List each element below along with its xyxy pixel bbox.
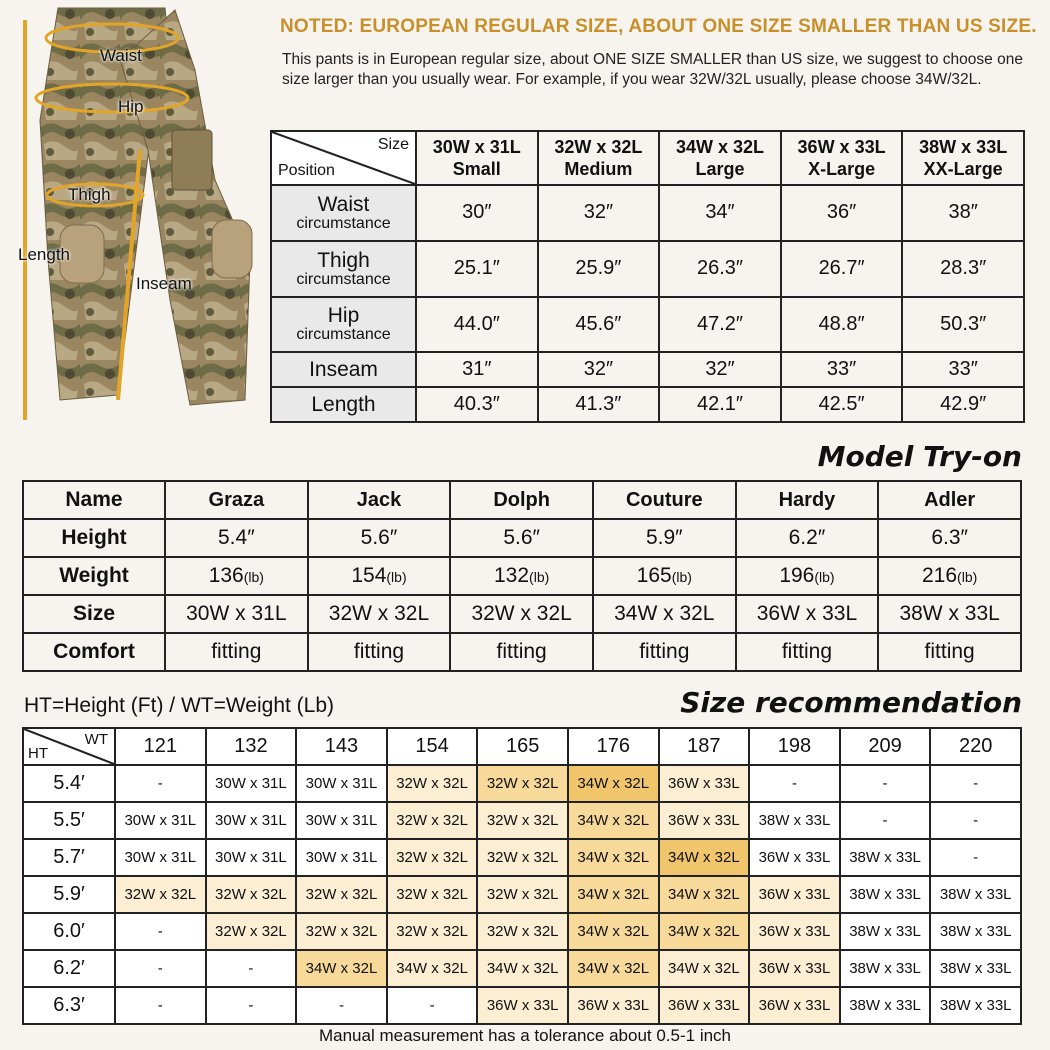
hip-label: Hip — [118, 97, 144, 116]
recommendation-cell: 32W x 32L — [477, 876, 568, 913]
recommendation-cell: 34W x 32L — [659, 950, 750, 987]
size-chart-row-waist — [271, 185, 1024, 241]
weight-header: 165 — [477, 728, 568, 765]
recommendation-cell: 30W x 31L — [206, 802, 297, 839]
row-sublabel: circumstance — [296, 214, 391, 232]
notice-text: This pants is in European regular size, about ONE SIZE SMALLER than US size, we suggest to choose one size larger than you usually wear. For example, if you wear 32W/32L usually, please choose 34W/32L. — [282, 51, 1023, 88]
row-label: Thigh — [317, 248, 370, 272]
recommendation-cell: 30W x 31L — [206, 765, 297, 802]
size-cell: 42.9″ — [902, 387, 1024, 422]
recommendation-cell: - — [840, 765, 931, 802]
corner-wt-label: WT — [84, 731, 108, 748]
recommendation-row — [23, 839, 1021, 876]
recommendation-cell: 38W x 33L — [840, 839, 931, 876]
waist-label: Waist — [100, 46, 142, 65]
size-cell: 45.6″ — [538, 297, 660, 353]
recommendation-cell: 34W x 32L — [568, 913, 659, 950]
column-name: Medium — [564, 159, 633, 179]
model-height: 5.6″ — [450, 519, 593, 557]
size-cell: 41.3″ — [538, 387, 660, 422]
model-name: Couture — [593, 481, 736, 519]
recommendation-cell: 38W x 33L — [749, 802, 840, 839]
size-cell: 36″ — [781, 185, 903, 241]
weight-header: 198 — [749, 728, 840, 765]
model-row-comfort — [23, 633, 1021, 671]
size-cell: 32″ — [538, 352, 660, 387]
recommendation-cell: 38W x 33L — [930, 913, 1021, 950]
recommendation-cell: 36W x 33L — [477, 987, 568, 1024]
model-size: 38W x 33L — [878, 595, 1021, 633]
row-header — [271, 241, 416, 297]
model-weight — [736, 557, 879, 595]
height-header: 6.3′ — [23, 987, 115, 1024]
recommendation-cell: - — [930, 802, 1021, 839]
row-header — [271, 387, 416, 422]
recommendation-cell: 36W x 33L — [659, 765, 750, 802]
corner-position-label: Position — [278, 162, 335, 179]
row-label: Hip — [327, 304, 360, 328]
model-row-name — [23, 481, 1021, 519]
recommendation-cell: 34W x 32L — [568, 839, 659, 876]
model-size: 32W x 32L — [308, 595, 451, 633]
weight-unit: (lb) — [814, 569, 835, 585]
recommendation-cell: 32W x 32L — [477, 913, 568, 950]
height-header: 6.0′ — [23, 913, 115, 950]
weight-header: 220 — [930, 728, 1021, 765]
recommendation-cell: 36W x 33L — [749, 987, 840, 1024]
recommendation-cell: - — [930, 839, 1021, 876]
recommendation-cell: - — [387, 987, 478, 1024]
model-comfort: fitting — [878, 633, 1021, 671]
recommendation-cell: 38W x 33L — [930, 950, 1021, 987]
weight-unit: (lb) — [243, 569, 264, 585]
height-header: 5.7′ — [23, 839, 115, 876]
recommendation-cell: - — [115, 765, 206, 802]
size-cell: 25.9″ — [538, 241, 660, 297]
recommendation-cell: 34W x 32L — [659, 913, 750, 950]
weight-unit: (lb) — [671, 569, 692, 585]
row-header — [271, 185, 416, 241]
recommendation-cell: - — [115, 987, 206, 1024]
row-sublabel: circumstance — [296, 326, 391, 344]
recommendation-cell: 36W x 33L — [659, 802, 750, 839]
ht-wt-legend: HT=Height (Ft) / WT=Weight (Lb) — [24, 694, 335, 717]
model-height: 5.4″ — [165, 519, 308, 557]
column-name: X-Large — [808, 159, 876, 179]
size-cell: 25.1″ — [416, 241, 538, 297]
recommendation-cell: 38W x 33L — [840, 987, 931, 1024]
row-header — [271, 352, 416, 387]
row-label: Waist — [317, 192, 370, 216]
column-size: 30W x 31L — [432, 137, 521, 157]
recommendation-row — [23, 765, 1021, 802]
recommendation-row — [23, 802, 1021, 839]
weight-value: 136 — [208, 564, 244, 587]
recommendation-cell: 34W x 32L — [568, 876, 659, 913]
column-name: Small — [452, 159, 501, 179]
size-chart-header-row — [271, 131, 1024, 185]
recommendation-row — [23, 876, 1021, 913]
recommendation-cell: 30W x 31L — [115, 802, 206, 839]
model-size: 30W x 31L — [165, 595, 308, 633]
size-cell: 26.3″ — [659, 241, 781, 297]
size-column-header — [902, 131, 1024, 185]
recommendation-cell: 36W x 33L — [749, 839, 840, 876]
size-cell: 42.5″ — [781, 387, 903, 422]
recommendation-cell: 32W x 32L — [387, 765, 478, 802]
model-height: 5.9″ — [593, 519, 736, 557]
weight-header: 121 — [115, 728, 206, 765]
height-header: 5.9′ — [23, 876, 115, 913]
corner-ht-label: HT — [28, 745, 48, 762]
recommendation-cell: 34W x 32L — [296, 950, 387, 987]
model-weight — [450, 557, 593, 595]
weight-header: 132 — [206, 728, 297, 765]
weight-unit: (lb) — [529, 569, 550, 585]
recommendation-row — [23, 987, 1021, 1024]
column-size: 34W x 32L — [675, 137, 764, 157]
recommendation-cell: 34W x 32L — [659, 839, 750, 876]
row-label: Inseam — [309, 357, 378, 381]
model-comfort: fitting — [593, 633, 736, 671]
size-recommendation-table — [22, 727, 1022, 1025]
height-header: 6.2′ — [23, 950, 115, 987]
model-name: Graza — [165, 481, 308, 519]
model-name: Jack — [308, 481, 451, 519]
row-sublabel: circumstance — [296, 270, 391, 288]
recommendation-cell: 36W x 33L — [749, 913, 840, 950]
row-label: Size — [23, 595, 165, 633]
row-label: Height — [23, 519, 165, 557]
recommendation-cell: 32W x 32L — [477, 839, 568, 876]
recommendation-cell: 32W x 32L — [387, 839, 478, 876]
notice-title: NOTED: EUROPEAN REGULAR SIZE, ABOUT ONE SIZE SMALLER THAN US SIZE. — [280, 16, 1037, 37]
recommendation-cell: 32W x 32L — [387, 913, 478, 950]
model-comfort: fitting — [308, 633, 451, 671]
model-comfort: fitting — [165, 633, 308, 671]
recommendation-cell: 30W x 31L — [206, 839, 297, 876]
recommendation-cell: - — [749, 765, 840, 802]
recommendation-cell: 30W x 31L — [296, 802, 387, 839]
model-size: 34W x 32L — [593, 595, 736, 633]
recommendation-cell: 38W x 33L — [840, 876, 931, 913]
model-size: 36W x 33L — [736, 595, 879, 633]
model-weight — [308, 557, 451, 595]
model-name: Dolph — [450, 481, 593, 519]
weight-value: 196 — [779, 564, 815, 587]
column-size: 36W x 33L — [797, 137, 886, 157]
row-label: Comfort — [23, 633, 165, 671]
recommendation-header-row — [23, 728, 1021, 765]
model-tryon-table — [22, 480, 1022, 672]
model-comfort: fitting — [450, 633, 593, 671]
recommendation-cell: 32W x 32L — [206, 913, 297, 950]
size-cell: 47.2″ — [659, 297, 781, 353]
recommendation-cell: 36W x 33L — [749, 950, 840, 987]
size-chart-row-length — [271, 387, 1024, 422]
recommendation-cell: 32W x 32L — [115, 876, 206, 913]
model-name: Hardy — [736, 481, 879, 519]
weight-unit: (lb) — [957, 569, 978, 585]
weight-unit: (lb) — [386, 569, 407, 585]
inseam-label: Inseam — [136, 274, 192, 293]
recommendation-cell: 36W x 33L — [749, 876, 840, 913]
recommendation-cell: 38W x 33L — [930, 987, 1021, 1024]
size-cell: 32″ — [659, 352, 781, 387]
recommendation-cell: 34W x 32L — [568, 802, 659, 839]
column-size: 32W x 32L — [554, 137, 643, 157]
size-column-header — [538, 131, 660, 185]
size-cell: 33″ — [902, 352, 1024, 387]
recommendation-cell: - — [296, 987, 387, 1024]
recommendation-cell: 30W x 31L — [115, 839, 206, 876]
model-row-height — [23, 519, 1021, 557]
recommendation-cell: 38W x 33L — [840, 913, 931, 950]
recommendation-cell: 34W x 32L — [568, 950, 659, 987]
model-weight — [878, 557, 1021, 595]
recommendation-cell: - — [206, 950, 297, 987]
size-cell: 40.3″ — [416, 387, 538, 422]
pants-illustration — [0, 0, 270, 430]
recommendation-cell: 32W x 32L — [296, 876, 387, 913]
weight-value: 132 — [494, 564, 530, 587]
model-tryon-title: Model Try-on — [817, 440, 1022, 473]
model-height: 6.3″ — [878, 519, 1021, 557]
size-cell: 28.3″ — [902, 241, 1024, 297]
recommendation-cell: 32W x 32L — [387, 876, 478, 913]
size-cell: 30″ — [416, 185, 538, 241]
size-chart-row-thigh — [271, 241, 1024, 297]
recommendation-row — [23, 950, 1021, 987]
recommendation-cell: - — [206, 987, 297, 1024]
recommendation-cell: 32W x 32L — [206, 876, 297, 913]
weight-header: 209 — [840, 728, 931, 765]
height-header: 5.5′ — [23, 802, 115, 839]
size-chart-row-inseam — [271, 352, 1024, 387]
recommendation-cell: 38W x 33L — [840, 950, 931, 987]
column-name: XX-Large — [923, 159, 1003, 179]
size-cell: 48.8″ — [781, 297, 903, 353]
model-name: Adler — [878, 481, 1021, 519]
model-comfort: fitting — [736, 633, 879, 671]
ht-wt-corner — [23, 728, 115, 765]
recommendation-cell: 34W x 32L — [659, 876, 750, 913]
weight-value: 216 — [922, 564, 958, 587]
size-cell: 34″ — [659, 185, 781, 241]
recommendation-cell: 32W x 32L — [387, 802, 478, 839]
recommendation-cell: 30W x 31L — [296, 765, 387, 802]
model-row-weight — [23, 557, 1021, 595]
recommendation-cell: 36W x 33L — [568, 987, 659, 1024]
weight-header: 176 — [568, 728, 659, 765]
size-chart-row-hip — [271, 297, 1024, 353]
size-chart-table — [270, 130, 1025, 423]
height-header: 5.4′ — [23, 765, 115, 802]
column-size: 38W x 33L — [919, 137, 1008, 157]
model-row-size — [23, 595, 1021, 633]
recommendation-cell: 34W x 32L — [568, 765, 659, 802]
model-height: 5.6″ — [308, 519, 451, 557]
recommendation-cell: 32W x 32L — [477, 802, 568, 839]
size-cell: 44.0″ — [416, 297, 538, 353]
recommendation-cell: - — [930, 765, 1021, 802]
footnote: Manual measurement has a tolerance about 0.5-1 inch — [318, 1026, 732, 1045]
recommendation-cell: 34W x 32L — [477, 950, 568, 987]
size-column-header — [659, 131, 781, 185]
model-weight — [165, 557, 308, 595]
length-label: Length — [18, 245, 70, 264]
recommendation-row — [23, 913, 1021, 950]
row-header — [271, 297, 416, 353]
row-label: Weight — [23, 557, 165, 595]
size-cell: 31″ — [416, 352, 538, 387]
weight-header: 154 — [387, 728, 478, 765]
weight-value: 165 — [636, 564, 672, 587]
recommendation-cell: 32W x 32L — [477, 765, 568, 802]
corner-size-label: Size — [377, 136, 409, 153]
recommendation-cell: - — [840, 802, 931, 839]
size-position-corner — [271, 131, 416, 185]
recommendation-cell: 32W x 32L — [296, 913, 387, 950]
model-height: 6.2″ — [736, 519, 879, 557]
recommendation-cell: - — [115, 913, 206, 950]
recommendation-cell: 34W x 32L — [387, 950, 478, 987]
row-label: Length — [311, 392, 376, 416]
size-column-header — [416, 131, 538, 185]
recommendation-cell: 30W x 31L — [296, 839, 387, 876]
column-name: Large — [695, 159, 745, 179]
size-cell: 38″ — [902, 185, 1024, 241]
weight-value: 154 — [351, 564, 387, 587]
size-column-header — [781, 131, 903, 185]
model-weight — [593, 557, 736, 595]
recommendation-cell: - — [115, 950, 206, 987]
size-cell: 33″ — [781, 352, 903, 387]
recommendation-cell: 38W x 33L — [930, 876, 1021, 913]
weight-header: 187 — [659, 728, 750, 765]
size-cell: 50.3″ — [902, 297, 1024, 353]
model-size: 32W x 32L — [450, 595, 593, 633]
size-cell: 42.1″ — [659, 387, 781, 422]
row-label: Name — [23, 481, 165, 519]
size-recommendation-title: Size recommendation — [680, 686, 1022, 719]
thigh-label: Thigh — [68, 185, 111, 204]
weight-header: 143 — [296, 728, 387, 765]
recommendation-cell: 36W x 33L — [659, 987, 750, 1024]
size-cell: 32″ — [538, 185, 660, 241]
size-cell: 26.7″ — [781, 241, 903, 297]
